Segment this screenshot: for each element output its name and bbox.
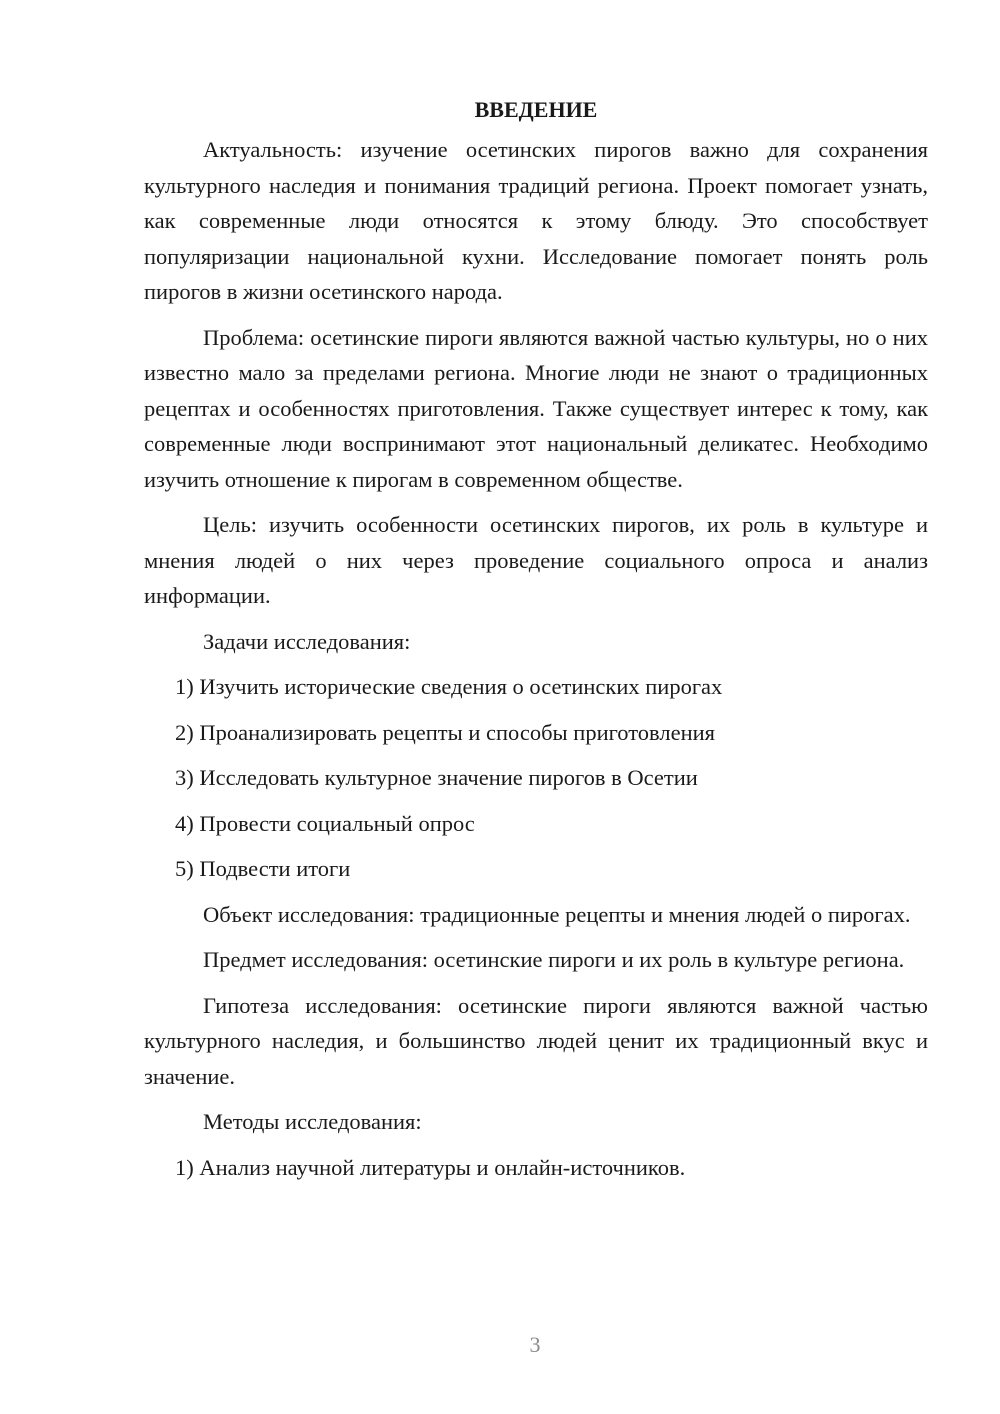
page-number: 3 [529, 1332, 541, 1357]
methods-heading: Методы исследования: [203, 1109, 422, 1134]
task-item: 5) Подвести итоги [175, 856, 351, 881]
task-item: 1) Изучить исторические сведения о осетинских пирогах [175, 674, 723, 699]
document-page [144, 92, 928, 1195]
methods-list [144, 1150, 928, 1186]
hypothesis-paragraph: Гипотеза исследования: осетинские пироги являются важной частью культурного наследия, и большинство людей ценит их традиционный вкус и значение. [144, 992, 928, 1089]
task-item: 4) Провести социальный опрос [175, 810, 475, 836]
subject-paragraph: Предмет исследования: осетинские пироги и их роль в культуре региона. [203, 947, 905, 972]
document-title: ВВЕДЕНИЕ [474, 97, 598, 122]
problem-paragraph: Проблема: осетинские пироги являются важной частью культуры, но о них известно мало за пределами региона. Многие люди не знают о традиционных рецептах и особенностях приготовления. Также существует интерес к тому, как современные люди воспринимают этот национальный деликатес. Необходимо изучить отношение к пирогам в современном обществе. [144, 324, 928, 492]
goal-paragraph: Цель: изучить особенности осетинских пирогов, их роль в культуре и мнения людей о них через проведение социального опроса и анализ информации. [144, 512, 928, 608]
tasks-heading: Задачи исследования: [203, 628, 411, 654]
object-paragraph: Объект исследования: традиционные рецепты и мнения людей о пирогах. [203, 901, 911, 927]
task-item: 2) Проанализировать рецепты и способы приготовления [175, 719, 715, 745]
relevance-paragraph: Актуальность: изучение осетинских пирогов важно для сохранения культурного наследия и понимания традиций региона. Проект помогает узнать, как современные люди относятся к этому блюду. Это способствует популяризации национальной кухни. Исследование помогает понять роль пирогов в жизни осетинского народа. [144, 137, 928, 304]
method-item: 1) Анализ научной литературы и онлайн-источников. [175, 1154, 686, 1180]
tasks-list [144, 669, 928, 887]
task-item: 3) Исследовать культурное значение пирогов в Осетии [175, 765, 698, 790]
